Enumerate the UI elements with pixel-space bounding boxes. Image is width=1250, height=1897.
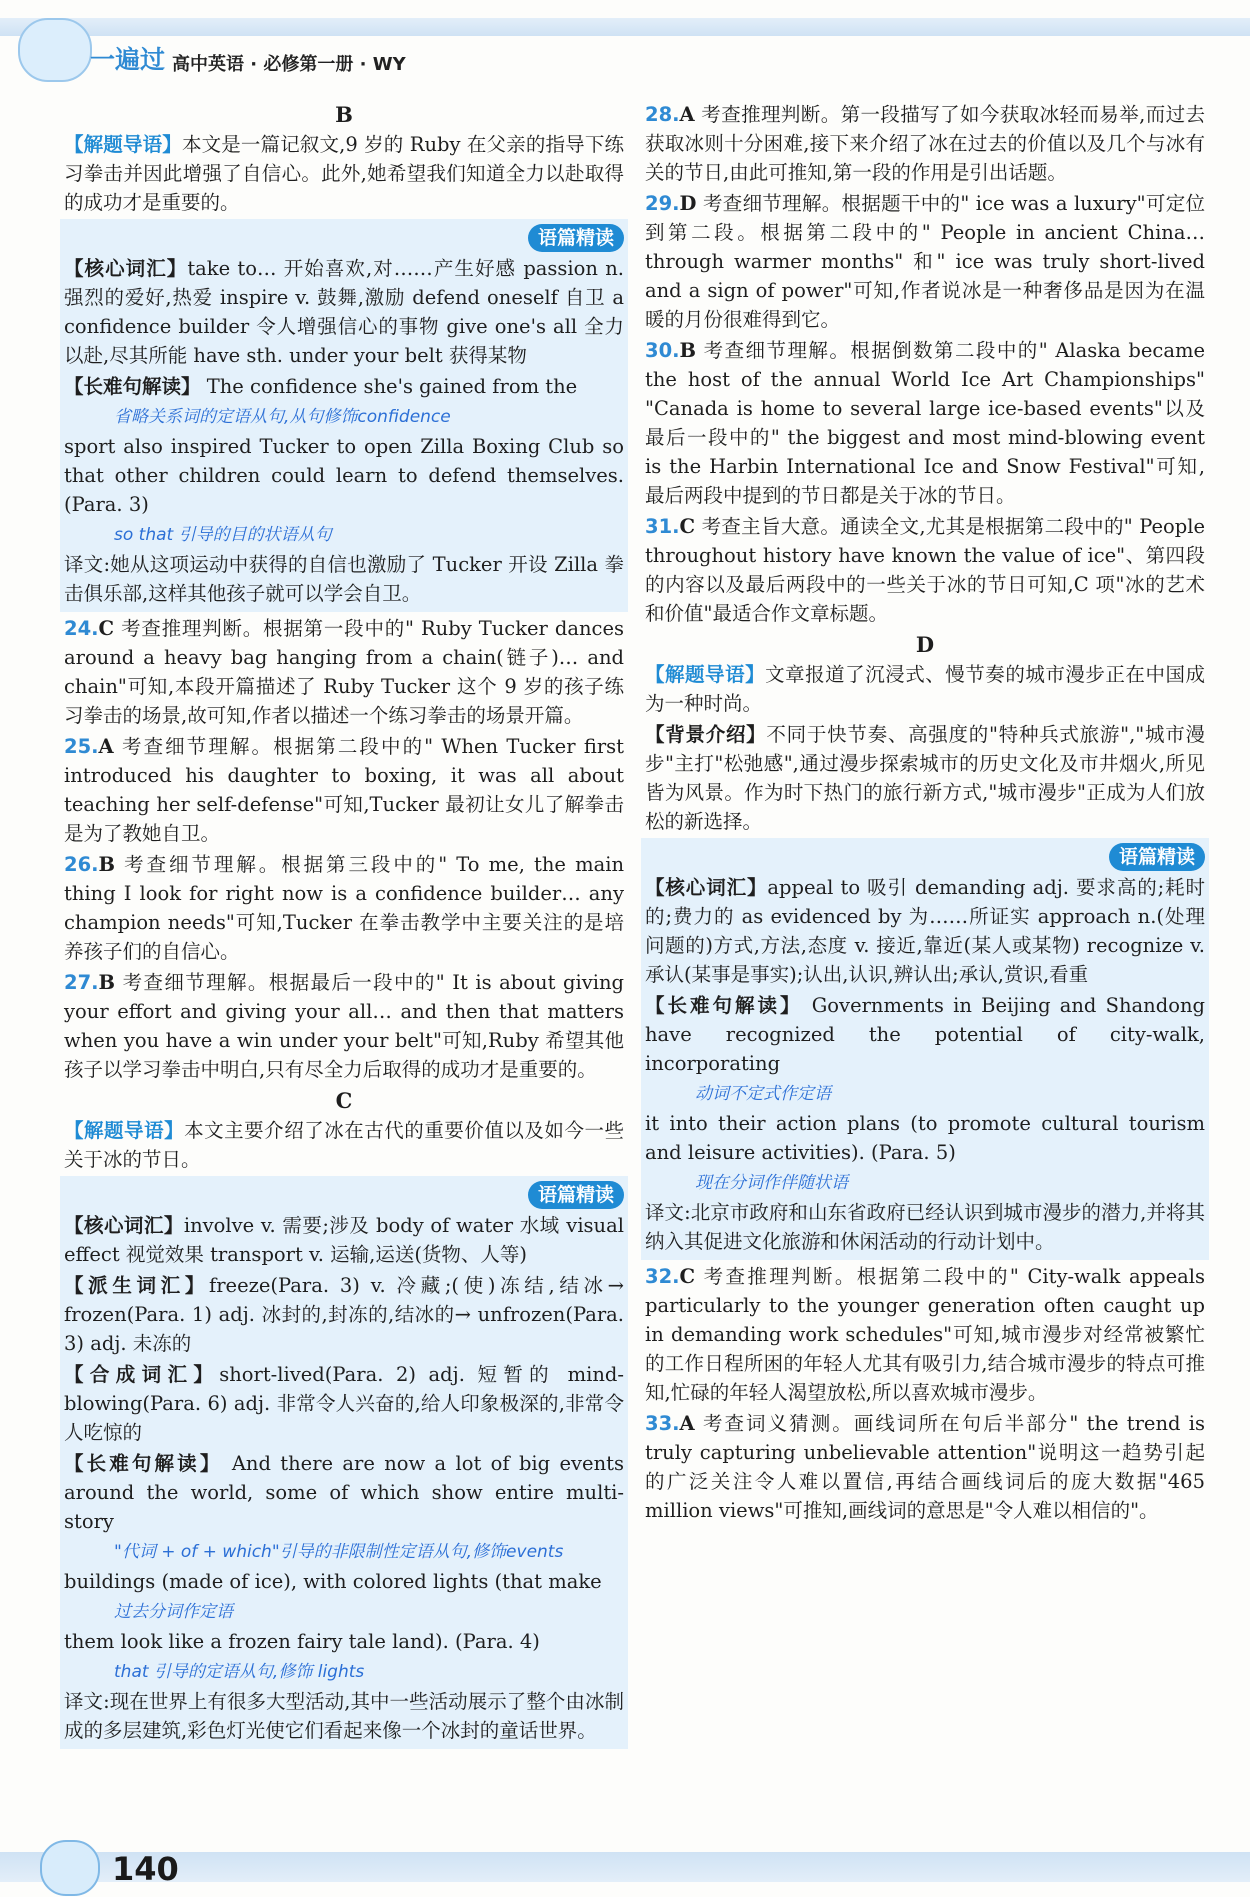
header-bar	[0, 18, 1250, 36]
answer-28: 28.A 考查推理判断。第一段描写了如今获取冰轻而易举,而过去获取冰则十分困难,接下来介绍了冰在过去的价值以及几个与冰有关的节日,由此可推知,第一段的作用是引出话题。	[645, 103, 1206, 184]
vocab: 【核心词汇】involve v. 需要;涉及 body of water 水域 visual effect 视觉效果 transport v. 运输,运送(货物、人等)	[64, 1214, 624, 1266]
reading-badge: 语篇精读	[64, 1180, 624, 1209]
section-title: B	[335, 102, 353, 127]
vocab	[64, 254, 624, 370]
guide: 【解题导语】文章报道了沉浸式、慢节奏的城市漫步正在中国成为一种时尚。	[645, 663, 1205, 715]
reading-panel	[60, 1176, 628, 1749]
annotation: 现在分词作伴随状语	[695, 1173, 848, 1193]
answer-31: 31.C 考查主旨大意。通读全文,尤其是根据第二段中的" People throughout history have known the value of ice"、第四段的内容以及最后两段中的一些关于冰的节日可知,C 项"冰的艺术和价值"最适合作文章标题。	[645, 515, 1205, 625]
long-text: The confidence she's gained from the	[206, 375, 578, 398]
long-sentence: 【长难句解读】 Governments in Beijing and Shandong have recognized the potential of city-walk, incorporating	[645, 994, 1205, 1075]
left-column	[64, 100, 624, 1751]
vocab-tag: 【核心词汇】	[64, 257, 188, 280]
page-number: 140	[112, 1850, 179, 1888]
vocab: 【核心词汇】appeal to 吸引 demanding adj. 要求高的;耗时的;费力的 as evidenced by 为……所证实 approach n.(处理问题的)方式,方法,态度 v. 接近,靠近(某人或某物) recognize v. 承认(某事是事实);认出,认识,辨认出;承认,赏识,看重	[645, 876, 1205, 986]
footer-bar	[0, 1852, 1250, 1882]
long-tag: 【长难句解读】	[64, 375, 201, 398]
answer-30: 30.B 考查细节理解。根据倒数第二段中的" Alaska became the host of the annual World Ice Art Championships" "Canada is home to several large ice-based events"以及最后一段中的" the biggest and most mind-blowing event is the Harbin International Ice and Snow Festival"可知,最后两段中提到的节日都是关于冰的节日。	[645, 339, 1205, 507]
page-header	[0, 0, 1250, 90]
answer-26: 26.B 考查细节理解。根据第三段中的" To me, the main thing I look for right now is a confidence builder… any champion needs"可知,Tucker 在拳击教学中主要关注的是培养孩子们的自信心。	[64, 853, 625, 963]
long-text: them look like a frozen fairy tale land). (Para. 4)	[64, 1630, 540, 1653]
section-title: C	[335, 1088, 353, 1113]
answer-25: 25.A 考查细节理解。根据第二段中的" When Tucker first introduced his daughter to boxing, it was all about teaching her self-defense"可知,Tucker 最初让女儿了解拳击是为了教她自卫。	[64, 735, 625, 845]
answer-32: 32.C 考查推理判断。根据第二段中的" City-walk appeals particularly to the younger generation often caught up in demanding work schedules"可知,城市漫步对经常被繁忙的工作日程所困的年轻人尤其有吸引力,结合城市漫步的特点可推知,忙碌的年轻人渴望放松,所以喜欢城市漫步。	[645, 1265, 1205, 1404]
background: 【背景介绍】不同于快节奏、高强度的"特种兵式旅游","城市漫步"主打"松弛感",通过漫步探索城市的历史文化及市井烟火,所见皆为风景。作为时下热门的旅行新方式,"城市漫步"正成为人们放松的新选择。	[645, 723, 1205, 833]
derived-vocab: 【派生词汇】freeze(Para. 3) v. 冷藏;(使)冻结,结冰→ frozen(Para. 1) adj. 冰封的,封冻的,结冰的→ unfrozen(Para. 3) adj. 未冻的	[64, 1274, 624, 1355]
page-footer	[0, 1840, 1250, 1897]
section-title: D	[915, 632, 935, 657]
long-sentence: 【长难句解读】 And there are now a lot of big events around the world, some of which show entire multi-story	[64, 1452, 624, 1533]
compound-vocab: 【合成词汇】short-lived(Para. 2) adj. 短暂的 mind-blowing(Para. 6) adj. 非常令人兴奋的,给人印象极深的,非常令人吃惊的	[64, 1363, 624, 1444]
translation: 译文:现在世界上有很多大型活动,其中一些活动展示了整个由冰制成的多层建筑,彩色灯光使它们看起来像一个冰封的童话世界。	[64, 1690, 624, 1742]
long-text: it into their action plans (to promote cultural tourism and leisure activities). (Para. 5)	[645, 1112, 1205, 1164]
reading-badge: 语篇精读	[64, 223, 624, 252]
annotation: 动词不定式作定语	[695, 1084, 831, 1104]
answer-24: 24.C 考查推理判断。根据第一段中的" Ruby Tucker dances around a heavy bag hanging from a chain(链子)… and chain"可知,本段开篇描述了 Ruby Tucker 这个 9 岁的孩子练习拳击的场景,故可知,作者以描述一个练习拳击的场景开篇。	[64, 617, 624, 727]
annotation: 过去分词作定语	[114, 1602, 233, 1622]
answer-29: 29.D 考查细节理解。根据题干中的" ice was a luxury"可定位到第二段。根据第二段中的" People in ancient China… through warmer months" 和" ice was truly short-lived and a sign of power"可知,作者说冰是一种奢侈品是因为在温暖的月份很难得到它。	[645, 192, 1205, 331]
book-title: 高中英语 · 必修第一册 · WY	[172, 54, 406, 75]
long-sentence	[64, 372, 624, 401]
guide: 【解题导语】本文主要介绍了冰在古代的重要价值以及如今一些关于冰的节日。	[64, 1119, 624, 1171]
annotation: "代词 + of + which"引导的非限制性定语从句,修饰events	[114, 1542, 564, 1562]
annotation: 省略关系词的定语从句,从句修饰confidence	[114, 407, 451, 427]
reading-panel	[60, 219, 628, 612]
right-column	[645, 100, 1205, 1527]
answer-27: 27.B 考查细节理解。根据最后一段中的" It is about giving your effort and giving your all… and then that matters when you have a win under your belt"可知,Ruby 希望其他孩子以学习拳击中明白,只有尽全力后取得的成功才是重要的。	[64, 971, 624, 1081]
guide-text: 本文是一篇记叙文,9 岁的 Ruby 在父亲的指导下练习拳击并因此增强了自信心。此外,她希望我们知道全力以赴取得的成功才是重要的。	[64, 133, 624, 214]
annotation: so that 引导的目的状语从句	[114, 525, 332, 545]
answer-33: 33.A 考查词义猜测。画线词所在句后半部分" the trend is truly capturing unbelievable attention"说明这一趋势引起的广泛关注令人难以置信,再结合画线词后的庞大数据"465 million views"可推知,画线词的意思是"令人难以相信的"。	[645, 1412, 1206, 1522]
vocab-text: take to… 开始喜欢,对……产生好感 passion n. 强烈的爱好,热爱 inspire v. 鼓舞,激励 defend oneself 自卫 a confidence builder 令人增强信心的事物 give one's all 全力以赴,尽其所能 have sth. under your belt 获得某物	[64, 257, 624, 367]
reading-badge: 语篇精读	[645, 842, 1205, 871]
long-text: buildings (made of ice), with colored lights (that make	[64, 1570, 602, 1593]
long-text: sport also inspired Tucker to open Zilla Boxing Club so that other children could learn to defend themselves. (Para. 3)	[64, 435, 624, 516]
mascot-icon	[18, 18, 92, 82]
guide-tag: 【解题导语】	[64, 133, 182, 156]
mascot-icon	[40, 1840, 100, 1896]
guide	[64, 130, 624, 217]
translation: 译文:她从这项运动中获得的自信也激励了 Tucker 开设 Zilla 拳击俱乐部,这样其他孩子就可以学会自卫。	[64, 553, 624, 605]
translation: 译文:北京市政府和山东省政府已经认识到城市漫步的潜力,并将其纳入其促进文化旅游和休闲活动的行动计划中。	[645, 1201, 1205, 1253]
annotation: that 引导的定语从句,修饰 lights	[114, 1662, 365, 1682]
reading-panel	[641, 838, 1209, 1260]
brand-logo: 一遍过	[90, 45, 166, 74]
